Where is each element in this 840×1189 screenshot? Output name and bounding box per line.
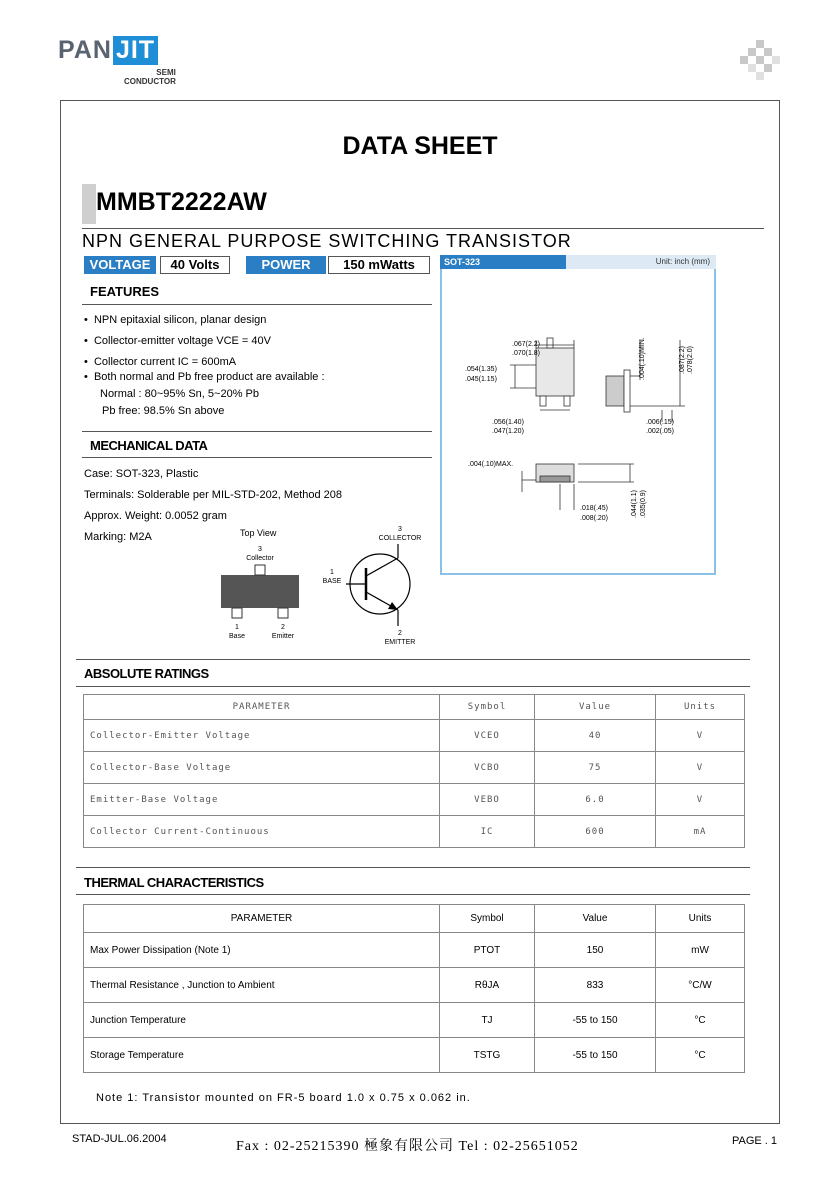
table-cell: °C	[656, 1003, 745, 1038]
divider	[76, 867, 750, 868]
pin1-name: Base	[229, 633, 245, 640]
dim-label: .002(.05)	[646, 428, 675, 435]
divider	[82, 431, 432, 432]
pin2-name: Emitter	[271, 633, 295, 640]
table-row	[84, 968, 745, 1003]
emitter-arrow	[388, 602, 398, 610]
table-cell: PTOT	[440, 933, 535, 968]
dim-label: .067(2.2)	[512, 341, 541, 348]
pin1-number: 1	[235, 624, 239, 631]
header-units: Units	[656, 695, 745, 720]
table-cell: VCBO	[440, 752, 535, 784]
topview-body	[221, 575, 299, 608]
logo-sub2: CONDUCTOR	[124, 77, 176, 86]
absolute-heading: ABSOLUTE RATINGS	[84, 666, 209, 681]
table-cell: Thermal Resistance , Junction to Ambient	[84, 968, 440, 1003]
dim-label: .006(.15)	[646, 419, 675, 426]
features-list	[84, 310, 271, 373]
divider	[76, 894, 750, 895]
emitter-number: 2	[398, 630, 402, 637]
dim-label: .008(.20)	[580, 515, 609, 522]
table-cell: mW	[656, 933, 745, 968]
table-cell: V	[656, 752, 745, 784]
divider	[82, 457, 432, 458]
header-value: Value	[535, 695, 656, 720]
package-body-top	[536, 348, 574, 396]
footer-date: STAD-JUL.06.2004	[72, 1133, 167, 1145]
power-value: 150 mWatts	[328, 256, 430, 274]
table-row	[84, 816, 745, 848]
dim-label: .047(1.20)	[492, 428, 524, 435]
thermal-table	[83, 904, 745, 1073]
pin3-number: 3	[258, 546, 262, 553]
package-name: SOT-323	[440, 255, 566, 269]
logo-jit: JIT	[113, 36, 158, 65]
decorative-squares	[740, 40, 780, 80]
mechanical-line: Terminals: Solderable per MIL-STD-202, Method 208	[84, 489, 343, 501]
table-cell: TSTG	[440, 1038, 535, 1073]
topview-diagram	[215, 540, 315, 645]
dim-label: .044(1.1)	[631, 489, 638, 518]
dim-label: .035(0.9)	[640, 489, 647, 518]
feature-subitem: Pb free: 98.5% Sn above	[102, 405, 225, 417]
part-number-marker	[82, 184, 96, 224]
logo-subtitle	[124, 68, 176, 86]
feature-item: • Collector current IC = 600mA	[84, 356, 237, 368]
topview-pin3	[255, 565, 265, 575]
subtitle: NPN GENERAL PURPOSE SWITCHING TRANSISTOR	[82, 231, 572, 251]
brand-logo	[58, 36, 158, 65]
transistor-symbol	[318, 522, 430, 648]
feature-item: • Collector-emitter voltage VCE = 40V	[84, 335, 271, 347]
header-symbol: Symbol	[440, 695, 535, 720]
table-cell: Junction Temperature	[84, 1003, 440, 1038]
part-number: MMBT2222AW	[96, 188, 267, 216]
voltage-label: VOLTAGE	[84, 256, 156, 274]
table-cell: 600	[535, 816, 656, 848]
table-cell: RθJA	[440, 968, 535, 1003]
page-title: DATA SHEET	[342, 132, 498, 160]
table-cell: °C	[656, 1038, 745, 1073]
table-cell: V	[656, 720, 745, 752]
mechanical-heading: MECHANICAL DATA	[90, 438, 208, 453]
table-cell: Collector-Emitter Voltage	[84, 720, 440, 752]
mechanical-line: Marking: M2A	[84, 531, 152, 543]
table-cell: IC	[440, 816, 535, 848]
collector-label: COLLECTOR	[378, 535, 422, 542]
power-label: POWER	[246, 256, 326, 274]
table-cell: Collector Current-Continuous	[84, 816, 440, 848]
base-number: 1	[330, 569, 334, 576]
collector-number: 3	[398, 526, 402, 533]
table-cell: 75	[535, 752, 656, 784]
header-parameter: PARAMETER	[84, 905, 440, 933]
absolute-ratings-table	[83, 694, 745, 848]
voltage-value: 40 Volts	[160, 256, 230, 274]
table-cell: -55 to 150	[535, 1038, 656, 1073]
package-outline-svg	[440, 270, 716, 570]
features-heading: FEATURES	[90, 284, 160, 299]
mechanical-line: Case: SOT-323, Plastic	[84, 468, 199, 480]
table-cell: Collector-Base Voltage	[84, 752, 440, 784]
dim-label: .045(1.15)	[465, 376, 497, 383]
feature-subitem: Normal : 80~95% Sn, 5~20% Pb	[100, 388, 259, 400]
feature-item: • NPN epitaxial silicon, planar design	[84, 314, 267, 326]
header-units: Units	[656, 905, 745, 933]
pin3-top	[547, 338, 553, 348]
table-cell: Emitter-Base Voltage	[84, 784, 440, 816]
table-header-row	[84, 695, 745, 720]
table-cell: VCEO	[440, 720, 535, 752]
thermal-heading: THERMAL CHARACTERISTICS	[84, 875, 264, 890]
package-unit: Unit: inch (mm)	[655, 257, 710, 266]
table-row	[84, 1038, 745, 1073]
table-row	[84, 933, 745, 968]
pin1-top	[540, 396, 546, 406]
mechanical-line: Approx. Weight: 0.0052 gram	[84, 510, 227, 522]
divider	[76, 659, 750, 660]
table-cell: -55 to 150	[535, 1003, 656, 1038]
divider	[82, 304, 432, 305]
table-cell: Max Power Dissipation (Note 1)	[84, 933, 440, 968]
mechanical-list	[84, 464, 342, 548]
logo-pan: PAN	[58, 36, 112, 64]
features-list-2	[84, 369, 325, 420]
table-cell: mA	[656, 816, 745, 848]
table-cell: TJ	[440, 1003, 535, 1038]
table-cell: 150	[535, 933, 656, 968]
header-symbol: Symbol	[440, 905, 535, 933]
header-value: Value	[535, 905, 656, 933]
emitter-label: EMITTER	[384, 639, 416, 646]
topview-pin1	[232, 608, 242, 618]
dim-label: .004(.10)MAX.	[468, 461, 514, 468]
pin3-name: Collector	[246, 555, 274, 562]
table-cell: 6.0	[535, 784, 656, 816]
table-cell: Storage Temperature	[84, 1038, 440, 1073]
topview-pin2	[278, 608, 288, 618]
dim-label: .004(.10)MIN.	[639, 337, 646, 380]
header-parameter: PARAMETER	[84, 695, 440, 720]
table-cell: °C/W	[656, 968, 745, 1003]
table-row	[84, 720, 745, 752]
dim-label: .056(1.40)	[492, 419, 524, 426]
topview-title: Top View	[240, 528, 277, 538]
package-body-side	[606, 376, 624, 406]
logo-sub1: SEMI	[156, 68, 176, 77]
pin2-top	[564, 396, 570, 406]
table-row	[84, 752, 745, 784]
table-cell: VEBO	[440, 784, 535, 816]
table-cell: 40	[535, 720, 656, 752]
dim-label: .018(.45)	[580, 505, 609, 512]
table-row	[84, 1003, 745, 1038]
table-cell: V	[656, 784, 745, 816]
base-label: BASE	[322, 578, 342, 585]
footer-page: PAGE . 1	[732, 1135, 778, 1147]
feature-item: • Both normal and Pb free product are available :	[84, 371, 325, 383]
dim-label: .054(1.35)	[465, 366, 497, 373]
table-row	[84, 784, 745, 816]
dim-label: .070(1.8)	[512, 350, 541, 357]
divider	[76, 686, 750, 687]
dim-label: .078(2.0)	[687, 345, 694, 374]
pin2-number: 2	[281, 624, 285, 631]
footnote: Note 1: Transistor mounted on FR-5 board 1.0 x 0.75 x 0.062 in.	[96, 1092, 471, 1104]
divider	[82, 228, 764, 229]
table-header-row	[84, 905, 745, 933]
dim-label: .087(2.2)	[679, 345, 686, 374]
table-cell: 833	[535, 968, 656, 1003]
footer-contact: Fax : 02-25215390 極象有限公司 Tel : 02-25651052	[236, 1139, 579, 1154]
